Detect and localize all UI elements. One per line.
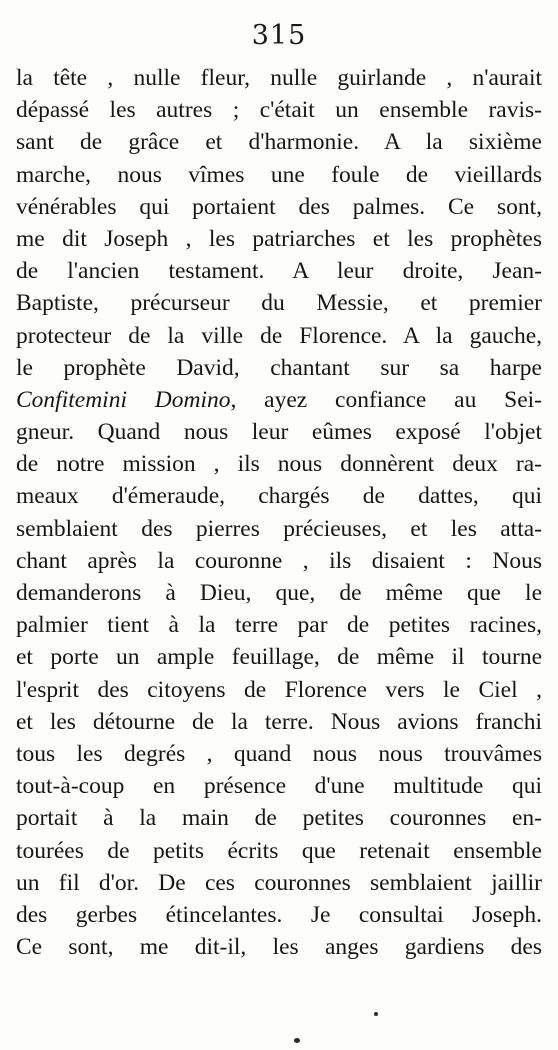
text-line: Baptiste, précurseur du Messie, et premier	[16, 290, 542, 317]
text-line: vénérables qui portaient des palmes. Ce sont,	[16, 193, 542, 220]
text-line: des gerbes étincelantes. Je consultai Joseph.	[16, 901, 542, 928]
text-line: de l'ancien testament. A leur droite, Jean-	[16, 258, 542, 285]
text-line: le prophète David, chantant sur sa harpe	[16, 354, 542, 381]
text-line: de notre mission , ils nous donnèrent deux ra-	[16, 451, 542, 478]
text-line: tout-à-coup en présence d'une multitude qui	[16, 773, 542, 800]
text-line-remainder: , ayez confiance au Sei-	[230, 386, 542, 413]
text-line: dépassé les autres ; c'était un ensemble ravis-	[16, 97, 542, 124]
italic-latin-phrase: Confitemini Domino	[16, 386, 231, 413]
text-line: palmier tient à la terre par de petites racines,	[16, 612, 542, 639]
text-line: un fil d'or. De ces couronnes semblaient jaillir	[16, 869, 542, 896]
text-line: tourées de petits écrits que retenait ensemble	[16, 837, 542, 864]
text-line: meaux d'émeraude, chargés de dattes, qui	[16, 483, 542, 510]
ink-speck	[294, 1038, 300, 1043]
text-line: et porte un ample feuillage, de même il tourne	[16, 644, 542, 671]
text-line: gneur. Quand nous leur eûmes exposé l'objet	[16, 419, 542, 446]
ink-speck	[374, 1012, 378, 1016]
text-line: et les détourne de la terre. Nous avions franchi	[16, 708, 542, 735]
text-line: sant de grâce et d'harmonie. A la sixième	[16, 129, 542, 156]
text-line: marche, nous vîmes une foule de vieillards	[16, 161, 542, 188]
text-line: la tête , nulle fleur, nulle guirlande , n'aurait	[16, 65, 542, 91]
text-line: me dit Joseph , les patriarches et les prophètes	[16, 225, 542, 252]
page-number: 315	[251, 20, 307, 51]
text-line: tous les degrés , quand nous nous trouvâmes	[16, 740, 542, 767]
text-line: chant après la couronne , ils disaient : Nous	[16, 547, 542, 574]
text-line: l'esprit des citoyens de Florence vers le Ciel ,	[16, 676, 542, 703]
text-line: Ce sont, me dit-il, les anges gardiens des	[16, 934, 542, 961]
text-line-with-italic	[16, 384, 542, 416]
text-line: portait à la main de petites couronnes en-	[16, 805, 542, 832]
page-text-block	[16, 62, 542, 963]
text-line: semblaient des pierres précieuses, et les atta-	[16, 515, 542, 542]
text-line: demanderons à Dieu, que, de même que le	[16, 580, 542, 606]
text-line: protecteur de la ville de Florence. A la gauche,	[16, 322, 542, 349]
